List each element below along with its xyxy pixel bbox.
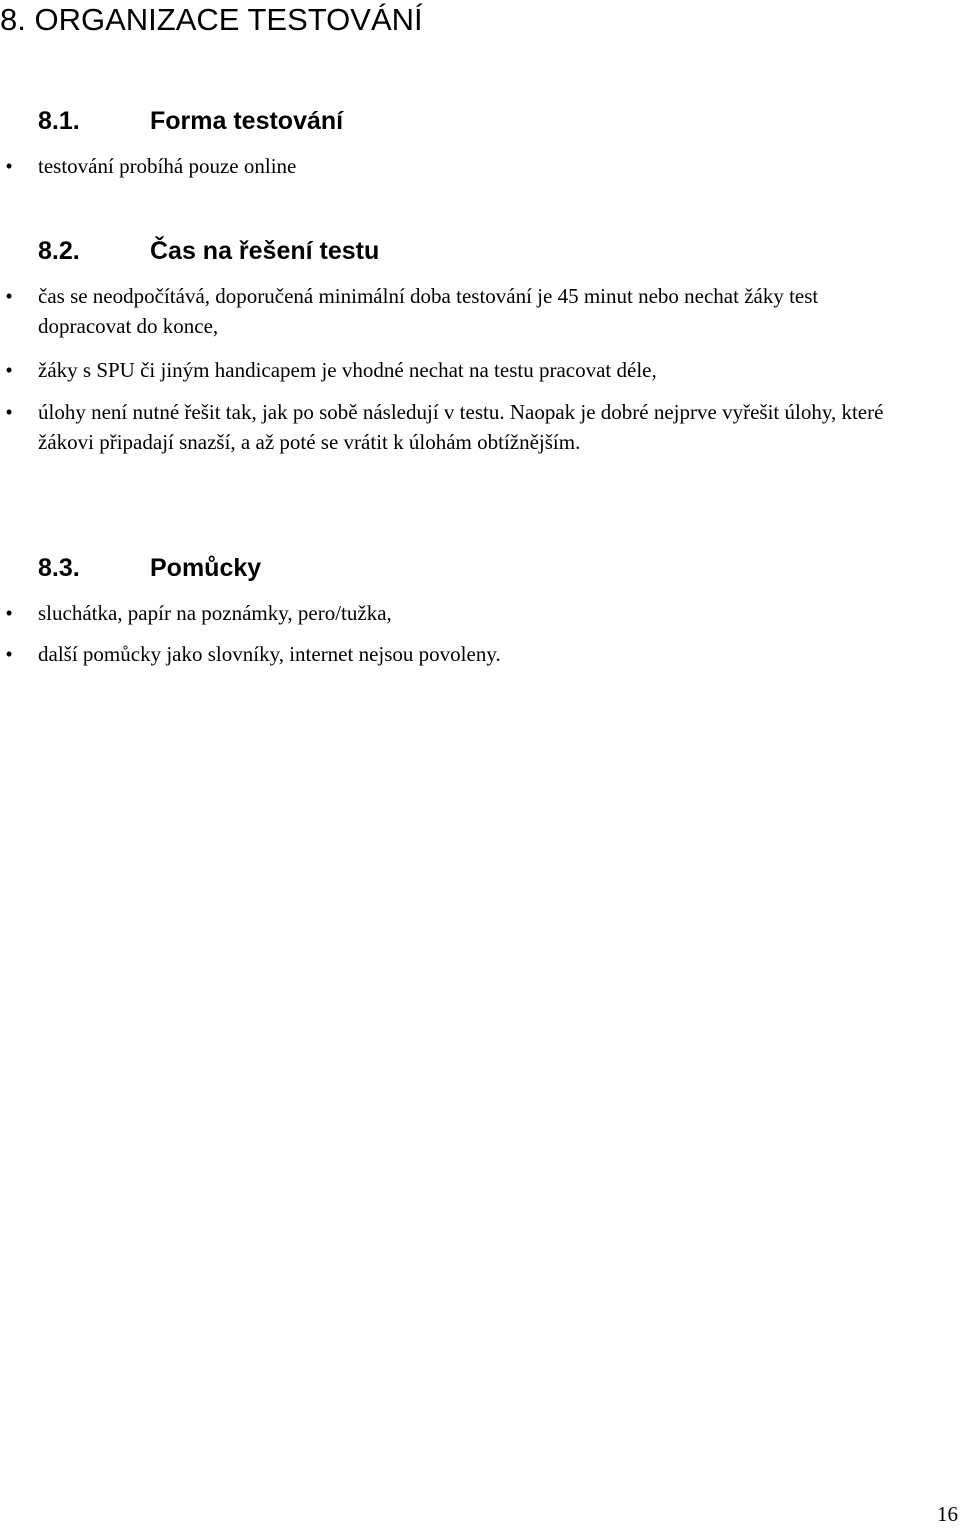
list-item (5, 282, 838, 341)
bullet-icon: • (5, 284, 13, 308)
list-item (5, 599, 938, 629)
section-title: Forma testování (150, 107, 344, 135)
bullet-icon: • (5, 642, 13, 666)
list-item-text: úlohy není nutné řešit tak, jak po sobě následují v testu. Naopak je dobré nejprve vyřešit úlohy, které žákovi připadají snazší, a až poté se vrátit k úlohám obtížnějším. (38, 400, 884, 454)
list-item-text: další pomůcky jako slovníky, internet nejsou povoleny. (38, 642, 501, 666)
list-item (5, 356, 938, 386)
bullet-icon: • (5, 601, 13, 625)
section-number: 8.2. (38, 237, 80, 265)
list-item-text: testování probíhá pouze online (38, 154, 297, 178)
bullet-icon: • (5, 400, 13, 424)
section-title: Pomůcky (150, 554, 262, 582)
section-heading-8-3 (38, 553, 261, 583)
page-number: 16 (937, 1502, 958, 1526)
section-title: Čas na řešení testu (150, 237, 380, 265)
list-item-text: sluchátka, papír na poznámky, pero/tužka, (38, 601, 392, 625)
list-item (5, 398, 918, 457)
bullet-icon: • (5, 154, 13, 178)
list-item (5, 152, 938, 182)
chapter-title: 8. ORGANIZACE TESTOVÁNÍ (0, 2, 423, 37)
section-number: 8.1. (38, 107, 80, 135)
bullet-icon: • (5, 358, 13, 382)
section-number: 8.3. (38, 554, 80, 582)
list-item-text: žáky s SPU či jiným handicapem je vhodné nechat na testu pracovat déle, (38, 358, 657, 382)
list-item (5, 640, 938, 670)
section-heading-8-1 (38, 106, 343, 136)
list-item-text: čas se neodpočítává, doporučená minimální doba testování je 45 minut nebo nechat žáky test dopracovat do konce, (38, 284, 819, 338)
section-heading-8-2 (38, 236, 379, 266)
